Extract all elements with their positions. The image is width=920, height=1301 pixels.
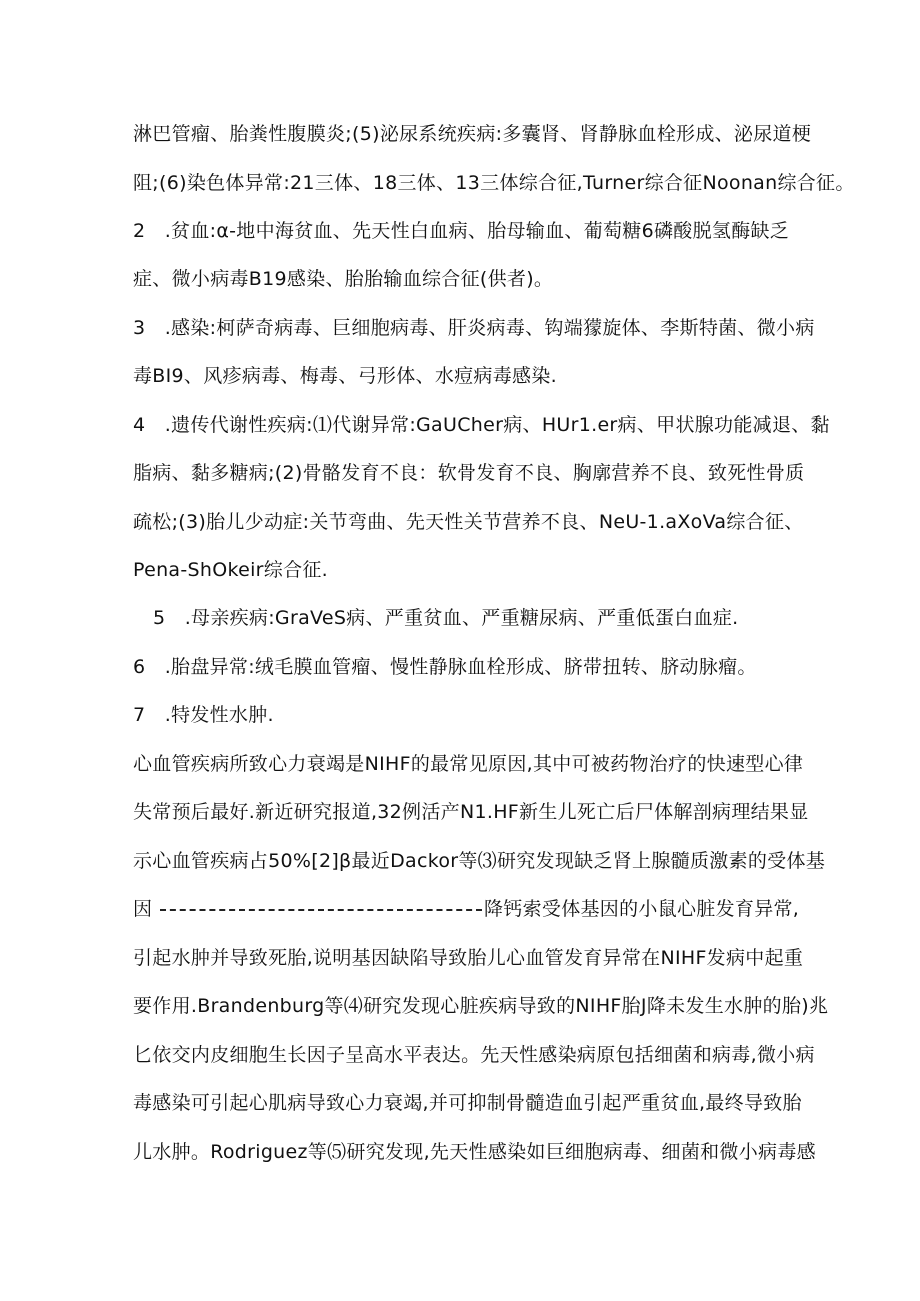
paragraph-line: 要作用.Brandenburg等⑷研究发现心脏疾病导致的NIHF胎J降未发生水肿的胎)兆 xyxy=(133,995,829,1017)
list-item-3: 3 .感染:柯萨奇病毒、巨细胞病毒、肝炎病毒、钩端獴旋体、李斯特菌、微小病 xyxy=(133,317,815,339)
paragraph-line-start: 因 xyxy=(133,898,153,920)
paragraph-line: 引起水肿并导致死胎,说明基因缺陷导致胎儿心血管发育异常在NIHF发病中起重 xyxy=(133,947,804,969)
paragraph-line-end: 降钙索受体基因的小鼠心脏发育异常, xyxy=(484,898,800,920)
list-item-6: 6 .胎盘异常:绒毛膜血管瘤、慢性静脉血栓形成、脐带扭转、脐动脉瘤。 xyxy=(133,656,757,678)
list-item-4: 4 .遗传代谢性疾病:⑴代谢异常:GaUCher病、HUr1.er病、甲状腺功能减退、黏 xyxy=(133,414,830,436)
list-item-2: 2 .贫血:α-地中海贫血、先天性白血病、胎母输血、葡萄糖6磷酸脱氢酶缺乏 xyxy=(133,220,790,242)
paragraph-line: 儿水肿。Rodriguez等⑸研究发现,先天性感染如巨细胞病毒、细菌和微小病毒感 xyxy=(133,1141,816,1163)
paragraph-line: 匕依交内皮细胞生长因子呈高水平表达。先天性感染病原包括细菌和病毒,微小病 xyxy=(133,1044,815,1066)
paragraph-line: 心血管疾病所致心力衰竭是NIHF的最常见原因,其中可被药物治疗的快速型心律 xyxy=(133,753,804,775)
list-item-5: 5 .母亲疾病:GraVeS病、严重贫血、严重糖尿病、严重低蛋白血症. xyxy=(153,607,739,629)
text-line: 淋巴管瘤、胎粪性腹膜炎;(5)泌尿系统疾病:多囊肾、肾静脉血栓形成、泌尿道梗 xyxy=(133,123,812,145)
list-item-7: 7 .特发性水肿. xyxy=(133,704,274,726)
paragraph-line: 示心血管疾病占50%[2]β最近Dackor等⑶研究发现缺乏肾上腺髓质激素的受体基 xyxy=(133,850,826,872)
text-line: 脂病、黏多糖病;(2)骨骼发育不良：软骨发育不良、胸廓营养不良、致死性骨质 xyxy=(133,462,805,484)
dashed-rule xyxy=(160,909,482,911)
text-line: Pena-ShOkeir综合征. xyxy=(133,559,329,581)
text-line: 阻;(6)染色体异常:21三体、18三体、13三体综合征,Turner综合征Noonan综合征。 xyxy=(133,172,855,194)
paragraph-line: 失常预后最好.新近研究报道,32例活产N1.HF新生儿死亡后尸体解剖病理结果显 xyxy=(133,801,809,823)
text-line: 毒BI9、风疹病毒、梅毒、弓形体、水痘病毒感染. xyxy=(133,365,557,387)
text-line: 疏松;(3)胎儿少动症:关节弯曲、先天性关节营养不良、NeU-1.aXoVa综合征、 xyxy=(133,511,804,533)
text-line: 症、微小病毒B19感染、胎胎输血综合征(供者)。 xyxy=(133,268,554,290)
paragraph-line: 毒感染可引起心肌病导致心力衰竭,并可抑制骨髓造血引起严重贫血,最终导致胎 xyxy=(133,1092,802,1114)
